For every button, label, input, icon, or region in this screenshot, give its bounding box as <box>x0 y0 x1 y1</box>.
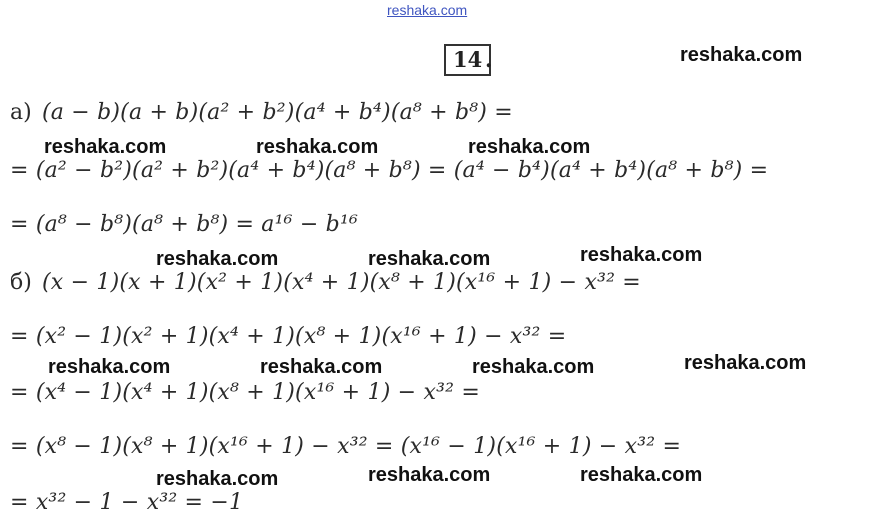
part-b-line-2: = (x² − 1)(x² + 1)(x⁴ + 1)(x⁸ + 1)(x¹⁶ + 1) − x³² = <box>10 324 567 349</box>
watermark: reshaka.com <box>580 244 703 266</box>
part-a-line-3: = (a⁸ − b⁸)(a⁸ + b⁸) = a¹⁶ − b¹⁶ <box>10 212 358 237</box>
watermark: reshaka.com <box>468 136 591 158</box>
watermark: reshaka.com <box>580 464 703 486</box>
watermark: reshaka.com <box>156 468 279 490</box>
part-b-line-1: (x − 1)(x + 1)(x² + 1)(x⁴ + 1)(x⁸ + 1)(x¹⁶ + 1) − x³² = <box>42 270 641 295</box>
watermark: reshaka.com <box>48 356 171 378</box>
part-a-line-1: (a − b)(a + b)(a² + b²)(a⁴ + b⁴)(a⁸ + b⁸) = <box>42 100 513 125</box>
watermark: reshaka.com <box>368 248 491 270</box>
watermark: reshaka.com <box>44 136 167 158</box>
watermark: reshaka.com <box>680 44 803 66</box>
part-b-label: б) <box>10 270 32 295</box>
watermark: reshaka.com <box>256 136 379 158</box>
problem-number-dot: . <box>485 47 493 72</box>
watermark: reshaka.com <box>472 356 595 378</box>
watermark: reshaka.com <box>368 464 491 486</box>
part-b-line-5: = x³² − 1 − x³² = −1 <box>10 490 244 515</box>
watermark: reshaka.com <box>156 248 279 270</box>
watermark: reshaka.com <box>260 356 383 378</box>
site-link[interactable]: reshaka.com <box>387 2 468 18</box>
part-a-line-2: = (a² − b²)(a² + b²)(a⁴ + b⁴)(a⁸ + b⁸) = (a⁴ − b⁴)(a⁴ + b⁴)(a⁸ + b⁸) = <box>10 158 769 183</box>
part-b-line-4: = (x⁸ − 1)(x⁸ + 1)(x¹⁶ + 1) − x³² = (x¹⁶ − 1)(x¹⁶ + 1) − x³² = <box>10 434 682 459</box>
part-a-label: а) <box>10 100 32 125</box>
part-b-line-3: = (x⁴ − 1)(x⁴ + 1)(x⁸ + 1)(x¹⁶ + 1) − x³² = <box>10 380 480 405</box>
problem-number: 14 <box>453 47 483 72</box>
watermark: reshaka.com <box>684 352 807 374</box>
